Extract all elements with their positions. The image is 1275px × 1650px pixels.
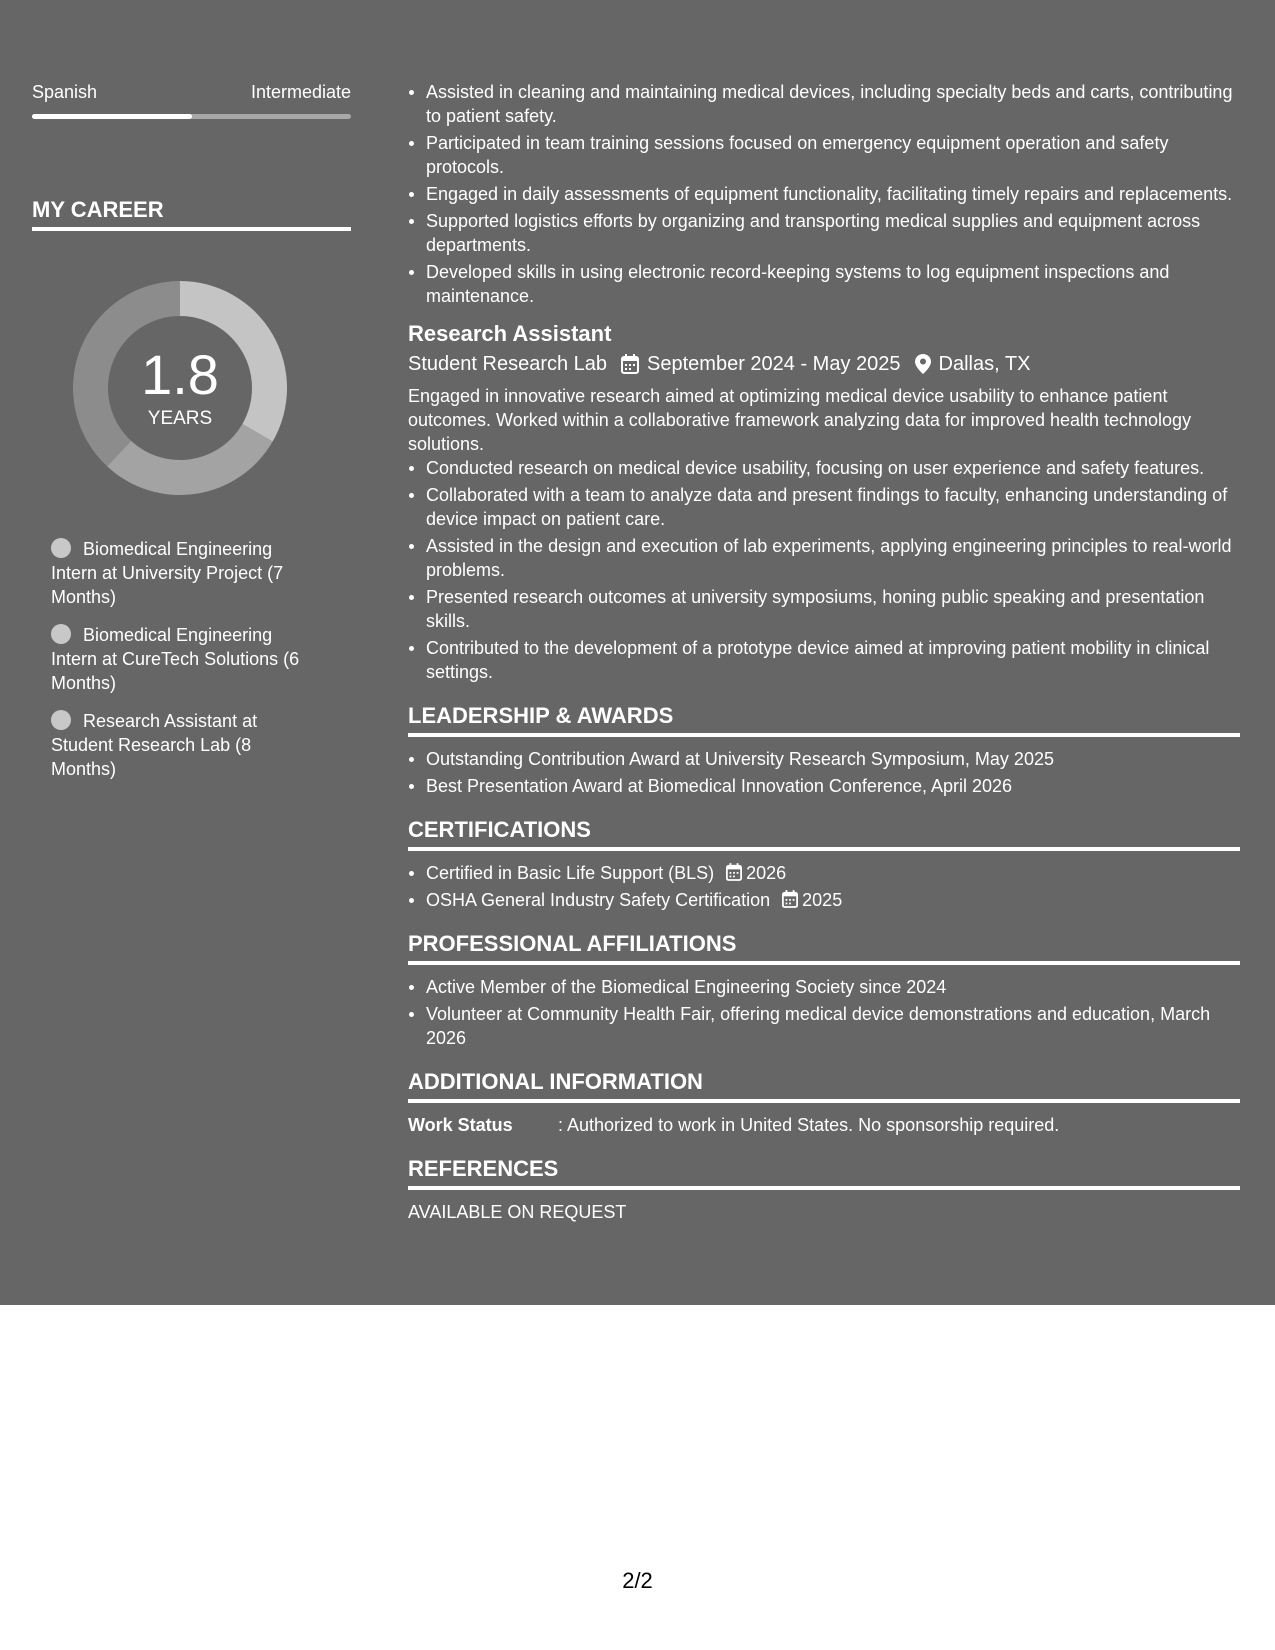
right-column <box>408 80 1240 1224</box>
certification-year: 2025 <box>802 890 843 910</box>
career-donut-chart <box>65 273 295 503</box>
calendar-icon <box>782 890 798 908</box>
certifications-section-title: CERTIFICATIONS <box>408 816 1240 851</box>
list-item: Supported logistics efforts by organizing and transporting medical supplies and equipment across departments. <box>426 209 1240 257</box>
affiliations-list <box>408 975 1240 1050</box>
career-legend-item <box>51 623 321 695</box>
language-proficiency-fill <box>32 114 192 119</box>
certifications-list <box>408 861 1240 912</box>
list-item: Assisted in cleaning and maintaining medical devices, including specialty beds and carts, contributing to patient safety. <box>426 80 1240 128</box>
career-legend-label: Biomedical Engineering Intern at CureTech Solutions (6 Months) <box>51 625 300 693</box>
page-number: 2/2 <box>622 1568 653 1593</box>
career-total-value: 1.8 <box>141 343 219 406</box>
list-item: Active Member of the Biomedical Engineering Society since 2024 <box>426 975 1240 999</box>
circle-dot-icon <box>51 624 71 644</box>
donut-center-label <box>65 273 295 503</box>
certification-name: OSHA General Industry Safety Certification <box>426 890 771 910</box>
work-status-row <box>408 1113 1240 1137</box>
left-column <box>32 80 351 795</box>
certification-name: Certified in Basic Life Support (BLS) <box>426 863 715 883</box>
career-section-title: MY CAREER <box>32 197 351 231</box>
certification-year: 2026 <box>746 863 787 883</box>
list-item: Engaged in daily assessments of equipment functionality, facilitating timely repairs and replacements. <box>426 182 1240 206</box>
leadership-section-title: LEADERSHIP & AWARDS <box>408 702 1240 737</box>
job-organization: Student Research Lab <box>408 353 608 375</box>
career-total-unit: YEARS <box>147 408 213 429</box>
list-item: Best Presentation Award at Biomedical Innovation Conference, April 2026 <box>426 774 1240 798</box>
list-item: Volunteer at Community Health Fair, offering medical device demonstrations and education, March 2026 <box>426 1002 1240 1050</box>
list-item: Conducted research on medical device usability, focusing on user experience and safety features. <box>426 456 1240 480</box>
career-legend-label: Research Assistant at Student Research Lab (8 Months) <box>51 711 258 779</box>
work-status-label: Work Status <box>408 1115 513 1135</box>
career-legend <box>51 537 321 781</box>
previous-job-bullets <box>408 80 1240 308</box>
career-legend-item <box>51 537 321 609</box>
affiliations-section-title: PROFESSIONAL AFFILIATIONS <box>408 930 1240 965</box>
list-item: Contributed to the development of a prototype device aimed at improving patient mobility in clinical settings. <box>426 636 1240 684</box>
job-title: Research Assistant <box>408 321 612 346</box>
work-status-value: : Authorized to work in United States. No sponsorship required. <box>558 1115 1060 1135</box>
list-item: Collaborated with a team to analyze data and present findings to faculty, enhancing understanding of device impact on patient care. <box>426 483 1240 531</box>
circle-dot-icon <box>51 538 71 558</box>
job-meta <box>408 350 1240 378</box>
list-item: Assisted in the design and execution of lab experiments, applying engineering principles to real-world problems. <box>426 534 1240 582</box>
language-name: Spanish <box>32 82 98 102</box>
list-item: Participated in team training sessions focused on emergency equipment operation and safety protocols. <box>426 131 1240 179</box>
list-item: Developed skills in using electronic record-keeping systems to log equipment inspections and maintenance. <box>426 260 1240 308</box>
language-row <box>32 80 351 104</box>
job-location: Dallas, TX <box>938 353 1031 375</box>
list-item: Outstanding Contribution Award at University Research Symposium, May 2025 <box>426 747 1240 771</box>
map-pin-icon <box>915 354 931 374</box>
job-description: Engaged in innovative research aimed at optimizing medical device usability to enhance patient outcomes. Worked within a collaborative framework analyzing data for improved health technology solutions. <box>408 386 1192 454</box>
career-legend-item <box>51 709 321 781</box>
references-text: AVAILABLE ON REQUEST <box>408 1202 627 1222</box>
list-item <box>426 861 1240 885</box>
job-bullets <box>408 456 1240 684</box>
list-item: Presented research outcomes at university symposiums, honing public speaking and presentation skills. <box>426 585 1240 633</box>
leadership-list <box>408 747 1240 798</box>
circle-dot-icon <box>51 710 71 730</box>
career-legend-label: Biomedical Engineering Intern at University Project (7 Months) <box>51 539 284 607</box>
language-proficiency-bar <box>32 114 351 119</box>
list-item <box>426 888 1240 912</box>
additional-section-title: ADDITIONAL INFORMATION <box>408 1068 1240 1103</box>
language-level: Intermediate <box>250 82 351 102</box>
references-section-title: REFERENCES <box>408 1155 1240 1190</box>
job-dates: September 2024 - May 2025 <box>647 353 901 375</box>
calendar-icon <box>621 354 639 374</box>
calendar-icon <box>726 863 742 881</box>
